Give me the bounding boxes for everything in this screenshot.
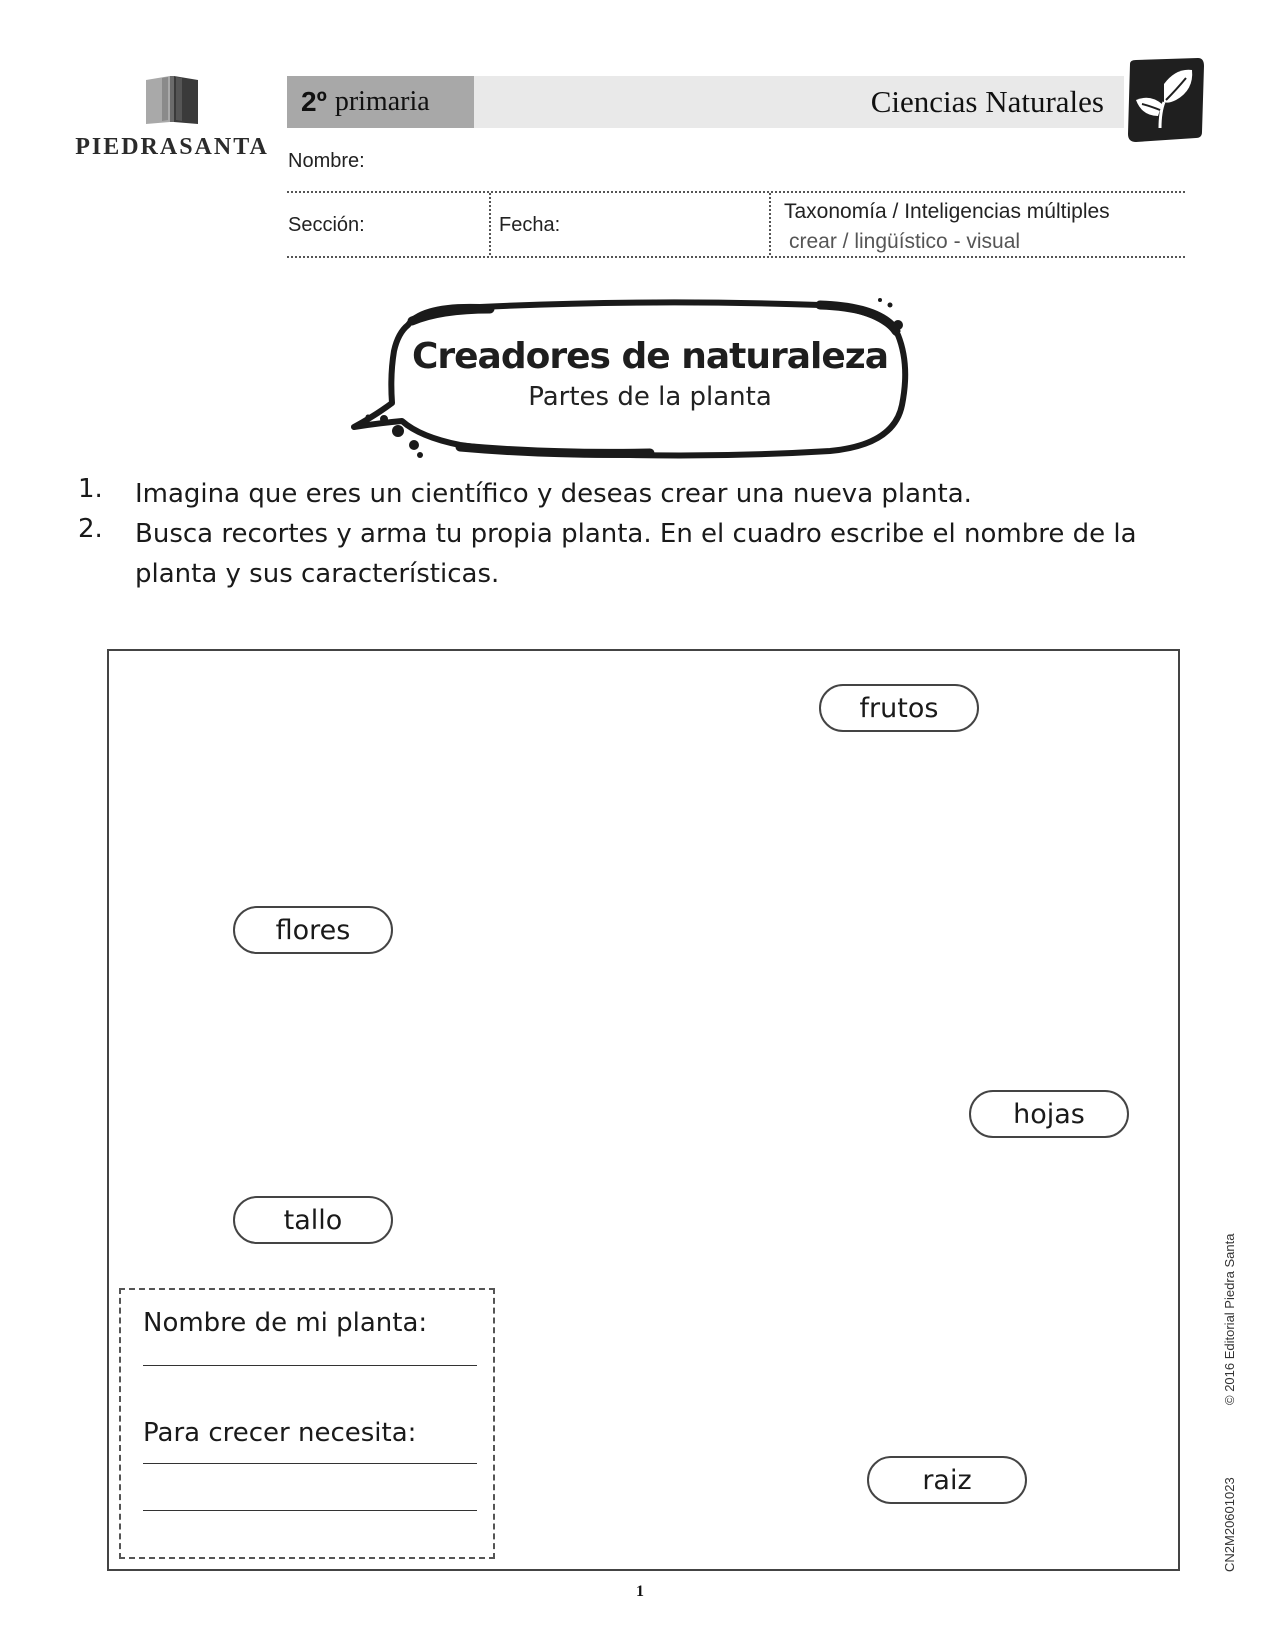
divider — [769, 193, 771, 255]
label-raiz: raiz — [867, 1456, 1027, 1504]
label-flores: flores — [233, 906, 393, 954]
divider — [287, 256, 1185, 258]
plant-needs-writing-line[interactable] — [143, 1463, 477, 1464]
instruction-number: 2. — [78, 514, 103, 544]
instruction-text: Busca recortes y arma tu propia planta. En el cuadro escribe el nombre de la planta y sus características. — [135, 519, 1137, 589]
fecha-field-label: Fecha: — [499, 214, 561, 236]
plant-name-label: Nombre de mi planta: — [143, 1308, 428, 1338]
plant-needs-writing-line[interactable] — [143, 1510, 477, 1511]
worksheet-title: Creadores de naturaleza — [411, 336, 889, 377]
taxonomy-title: Taxonomía / Inteligencias múltiples — [784, 200, 1110, 223]
label-tallo: tallo — [233, 1196, 393, 1244]
taxonomy-sub: crear / lingüístico - visual — [789, 230, 1021, 253]
divider — [489, 193, 491, 255]
copyright-notice: © 2016 Editorial Piedra Santa — [1222, 1233, 1237, 1405]
nombre-field-label: Nombre: — [288, 150, 365, 172]
worksheet-subtitle: Partes de la planta — [528, 382, 772, 412]
title-bubble-frame — [350, 295, 920, 465]
plant-name-box — [119, 1288, 495, 1559]
grade-number: 2º — [301, 86, 327, 117]
product-code: CN2M20601023 — [1222, 1477, 1237, 1572]
grade-box — [287, 76, 474, 128]
plant-name-writing-line[interactable] — [143, 1365, 477, 1366]
logo-text: PIEDRASANTA — [75, 134, 269, 160]
leaf-icon — [1124, 58, 1204, 144]
label-hojas: hojas — [969, 1090, 1129, 1138]
divider — [287, 191, 1185, 193]
subject-band — [474, 76, 1124, 128]
plant-needs-label: Para crecer necesita: — [143, 1418, 417, 1448]
instruction-text: Imagina que eres un científico y deseas crear una nueva planta. — [135, 479, 972, 509]
page-number: 1 — [636, 1583, 644, 1600]
book-icon — [142, 74, 202, 126]
label-frutos: frutos — [819, 684, 979, 732]
instruction-number: 1. — [78, 474, 103, 504]
seccion-field-label: Sección: — [288, 214, 365, 236]
subject-title: Ciencias Naturales — [870, 84, 1104, 119]
publisher-logo — [72, 74, 272, 164]
grade-label: primaria — [334, 86, 430, 117]
